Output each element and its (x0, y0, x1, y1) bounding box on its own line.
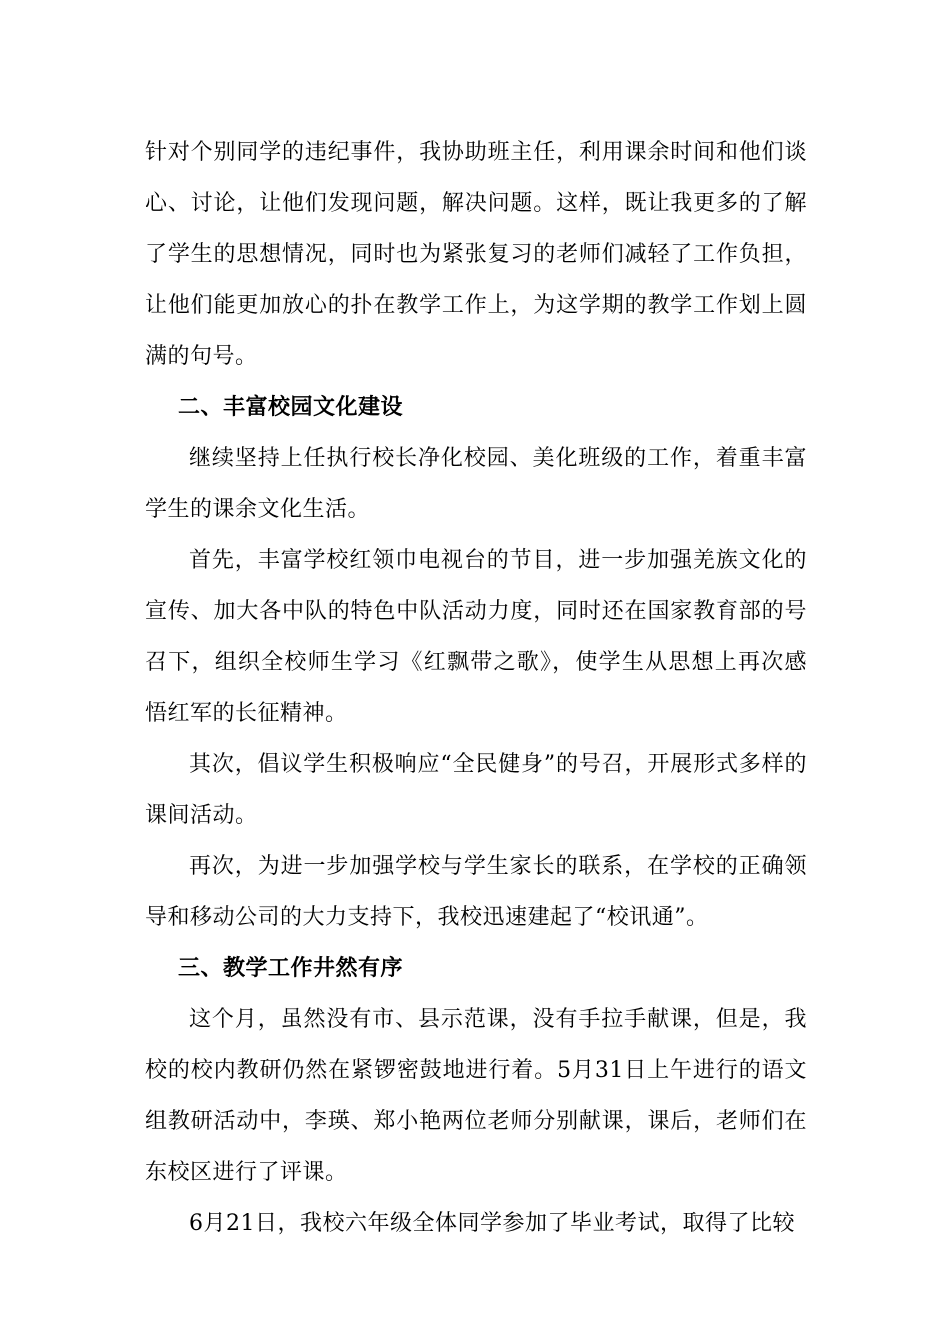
paragraph-graduation-exam: 6月21日，我校六年级全体同学参加了毕业考试，取得了比较 (189, 1211, 795, 1236)
section-heading-teaching: 三、教学工作井然有序 (178, 956, 404, 981)
paragraph-discipline: 针对个别同学的违纪事件，我协助班主任，利用课余时间和他们谈心、讨论，让他们发现问题，解决问题。这样，既让我更多的了解了学生的思想情况，同时也为紧张复习的老师们减轻了工作负担，让他们能更加放心的扑在教学工作上，为这学期的教学工作划上圆满的句号。 (145, 140, 807, 369)
section-heading-campus-culture: 二、丰富校园文化建设 (178, 395, 404, 420)
paragraph-second-fitness: 其次，倡议学生积极响应“全民健身”的号召，开展形式多样的课间活动。 (145, 752, 807, 828)
paragraph-first-tv-station: 首先，丰富学校红领巾电视台的节目，进一步加强羌族文化的宣传、加大各中队的特色中队活动力度，同时还在国家教育部的号召下，组织全校师生学习《红飘带之歌》，使学生从思想上再次感悟红军的长征精神。 (145, 548, 807, 726)
paragraph-third-school-messaging: 再次，为进一步加强学校与学生家长的联系，在学校的正确领导和移动公司的大力支持下，我校迅速建起了“校讯通”。 (145, 854, 807, 930)
document-page (145, 127, 807, 1249)
paragraph-campus-culture-intro: 继续坚持上任执行校长净化校园、美化班级的工作，着重丰富学生的课余文化生活。 (145, 446, 807, 522)
paragraph-teaching-research: 这个月，虽然没有市、县示范课，没有手拉手献课，但是，我校的校内教研仍然在紧锣密鼓地进行着。5月31日上午进行的语文组教研活动中，李瑛、郑小艳两位老师分别献课，课后，老师们在东校区进行了评课。 (145, 1007, 807, 1185)
